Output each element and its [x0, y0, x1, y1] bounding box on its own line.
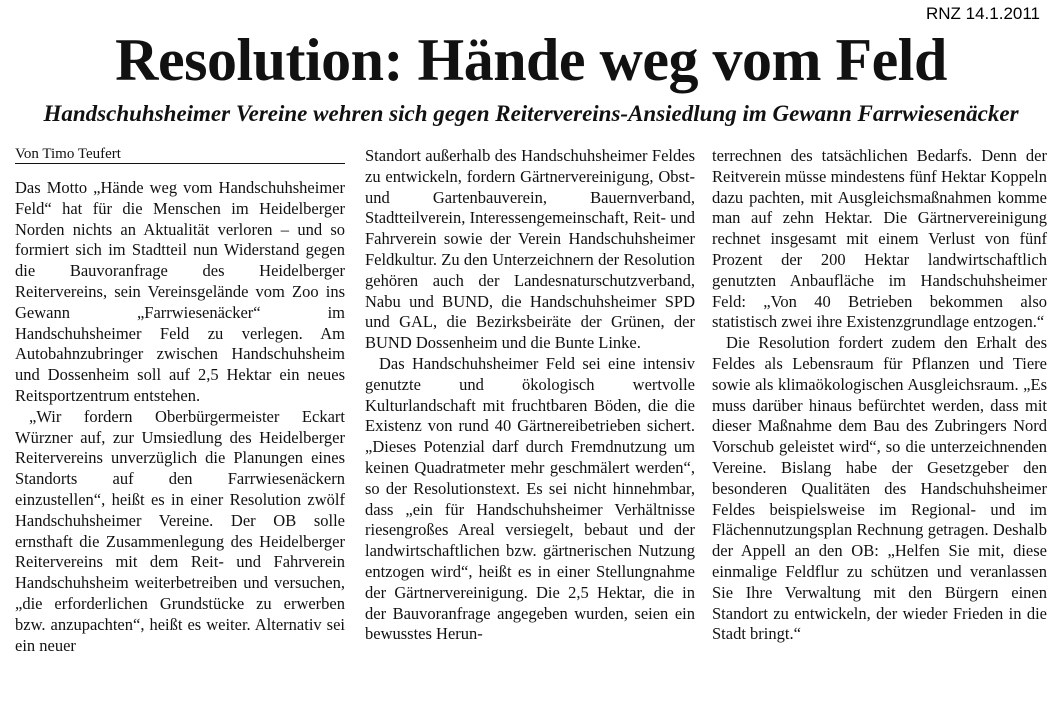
article-column-2 — [365, 146, 695, 645]
subheadline: Handschuhsheimer Vereine wehren sich gegen Reitervereins-Ansiedlung im Gewann Farrwiesenäcker — [43, 101, 1019, 126]
article-column-3 — [712, 146, 1047, 645]
paragraph: Standort außerhalb des Handschuhsheimer Feldes zu entwickeln, fordern Gärtnervereinigung, Obst- und Gartenbauverein, Bauernverband, Stadtteilverein, Interessengemeinschaft, Reit- und Fahrverein sowie der Verein Handschuhsheimer Feldkultur. Zu den Unterzeichnern der Resolution gehören auch der Landesnaturschutzverband, Nabu und BUND, die Handschuhsheimer SPD und GAL, die Bezirksbeiräte der Grünen, der BUND Dossenheim und die Bunte Linke. — [365, 146, 695, 353]
paragraph: Die Resolution fordert zudem den Erhalt des Feldes als Lebensraum für Pflanzen und Tiere sowie als klimaökologischen Ausgleichsraum. „Es muss darüber hinaus befürchtet werden, dass mit dieser Maßnahme dem Bau des Zubringers Nord Vorschub geleistet wird“, so die unterzeichnenden Vereine. Bislang habe der Gesetzgeber den besonderen Qualitäten des Handschuhsheimer Feldes beispielsweise im Regional- und im Flächennutzungsplan Rechnung getragen. Deshalb der Appell an den OB: „Helfen Sie mit, diese einmalige Feldflur zu schützen und veranlassen Sie Ihre Verwaltung mit den Bürgern einen Standort zu entwickeln, der wieder Frieden in die Stadt bringt.“ — [712, 333, 1047, 644]
source-date-label: RNZ 14.1.2011 — [925, 4, 1040, 23]
headline: Resolution: Hände weg vom Feld — [115, 27, 947, 93]
paragraph: Das Motto „Hände weg vom Handschuhsheimer Feld“ hat für die Menschen im Heidelberger Norden nichts an Aktualität verloren – und so formiert sich im Stadtteil nun Widerstand gegen die Bauvoranfrage des Heidelberger Reitervereins, sein Vereinsgelände vom Zoo ins Gewann „Farrwiesenäcker“ im Handschuhsheimer Feld zu verlegen. Am Autobahnzubringer zwischen Handschuhsheim und Dossenheim soll auf 2,5 Hektar ein neues Reitsportzentrum entstehen. — [15, 178, 345, 405]
paragraph: „Wir fordern Oberbürgermeister Eckart Würzner auf, zur Umsiedlung des Heidelberger Reitervereins unverzüglich die Planungen eines Standorts auf den Farrwiesenäckern einzustellen“, heißt es in einer Resolution zwölf Handschuhsheimer Vereine. Der OB solle ernsthaft die Zusammenlegung des Heidelberger Reitervereins mit dem Reit- und Fahrverein Handschuhsheim weiterbetreiben und versuchen, „die erforderlichen Grundstücke zu erwerben bzw. anzupachten“, heißt es weiter. Alternativ sei ein neuer — [15, 406, 345, 655]
article-column-1 — [15, 178, 345, 656]
paragraph: terrechnen des tatsächlichen Bedarfs. Denn der Reitverein müsse mindestens fünf Hektar Koppeln dazu pachten, mit Ausgleichsmaßnahmen komme man auf zehn Hektar. Die Gärtnervereinigung rechnet insgesamt mit einem Verlust von fünf Prozent der 200 Hektar landwirtschaftlich genutzten Anbaufläche im Handschuhsheimer Feld: „Von 40 Betrieben bekommen also statistisch zwei ihre Existenzgrundlage entzogen.“ — [712, 146, 1047, 332]
byline: Von Timo Teufert — [15, 145, 345, 164]
paragraph: Das Handschuhsheimer Feld sei eine intensiv genutzte und ökologisch wertvolle Kulturlandschaft mit fruchtbaren Böden, die die Existenz von rund 40 Gärtnereibetrieben sichert. „Dieses Potenzial darf durch Fremdnutzung um keinen Quadratmeter mehr geschmälert werden“, so der Resolutionstext. Es sei nicht hinnehmbar, dass „ein für Handschuhsheimer Verhältnisse riesengroßes Areal versiegelt, bebaut und der landwirtschaftlichen bzw. gärtnerischen Nutzung entzogen wird“, heißt es in einer Stellungnahme der Gärtnervereinigung. Die 2,5 Hektar, die in der Bauvoranfrage angegeben wurden, seien ein bewusstes Herun- — [365, 353, 695, 644]
